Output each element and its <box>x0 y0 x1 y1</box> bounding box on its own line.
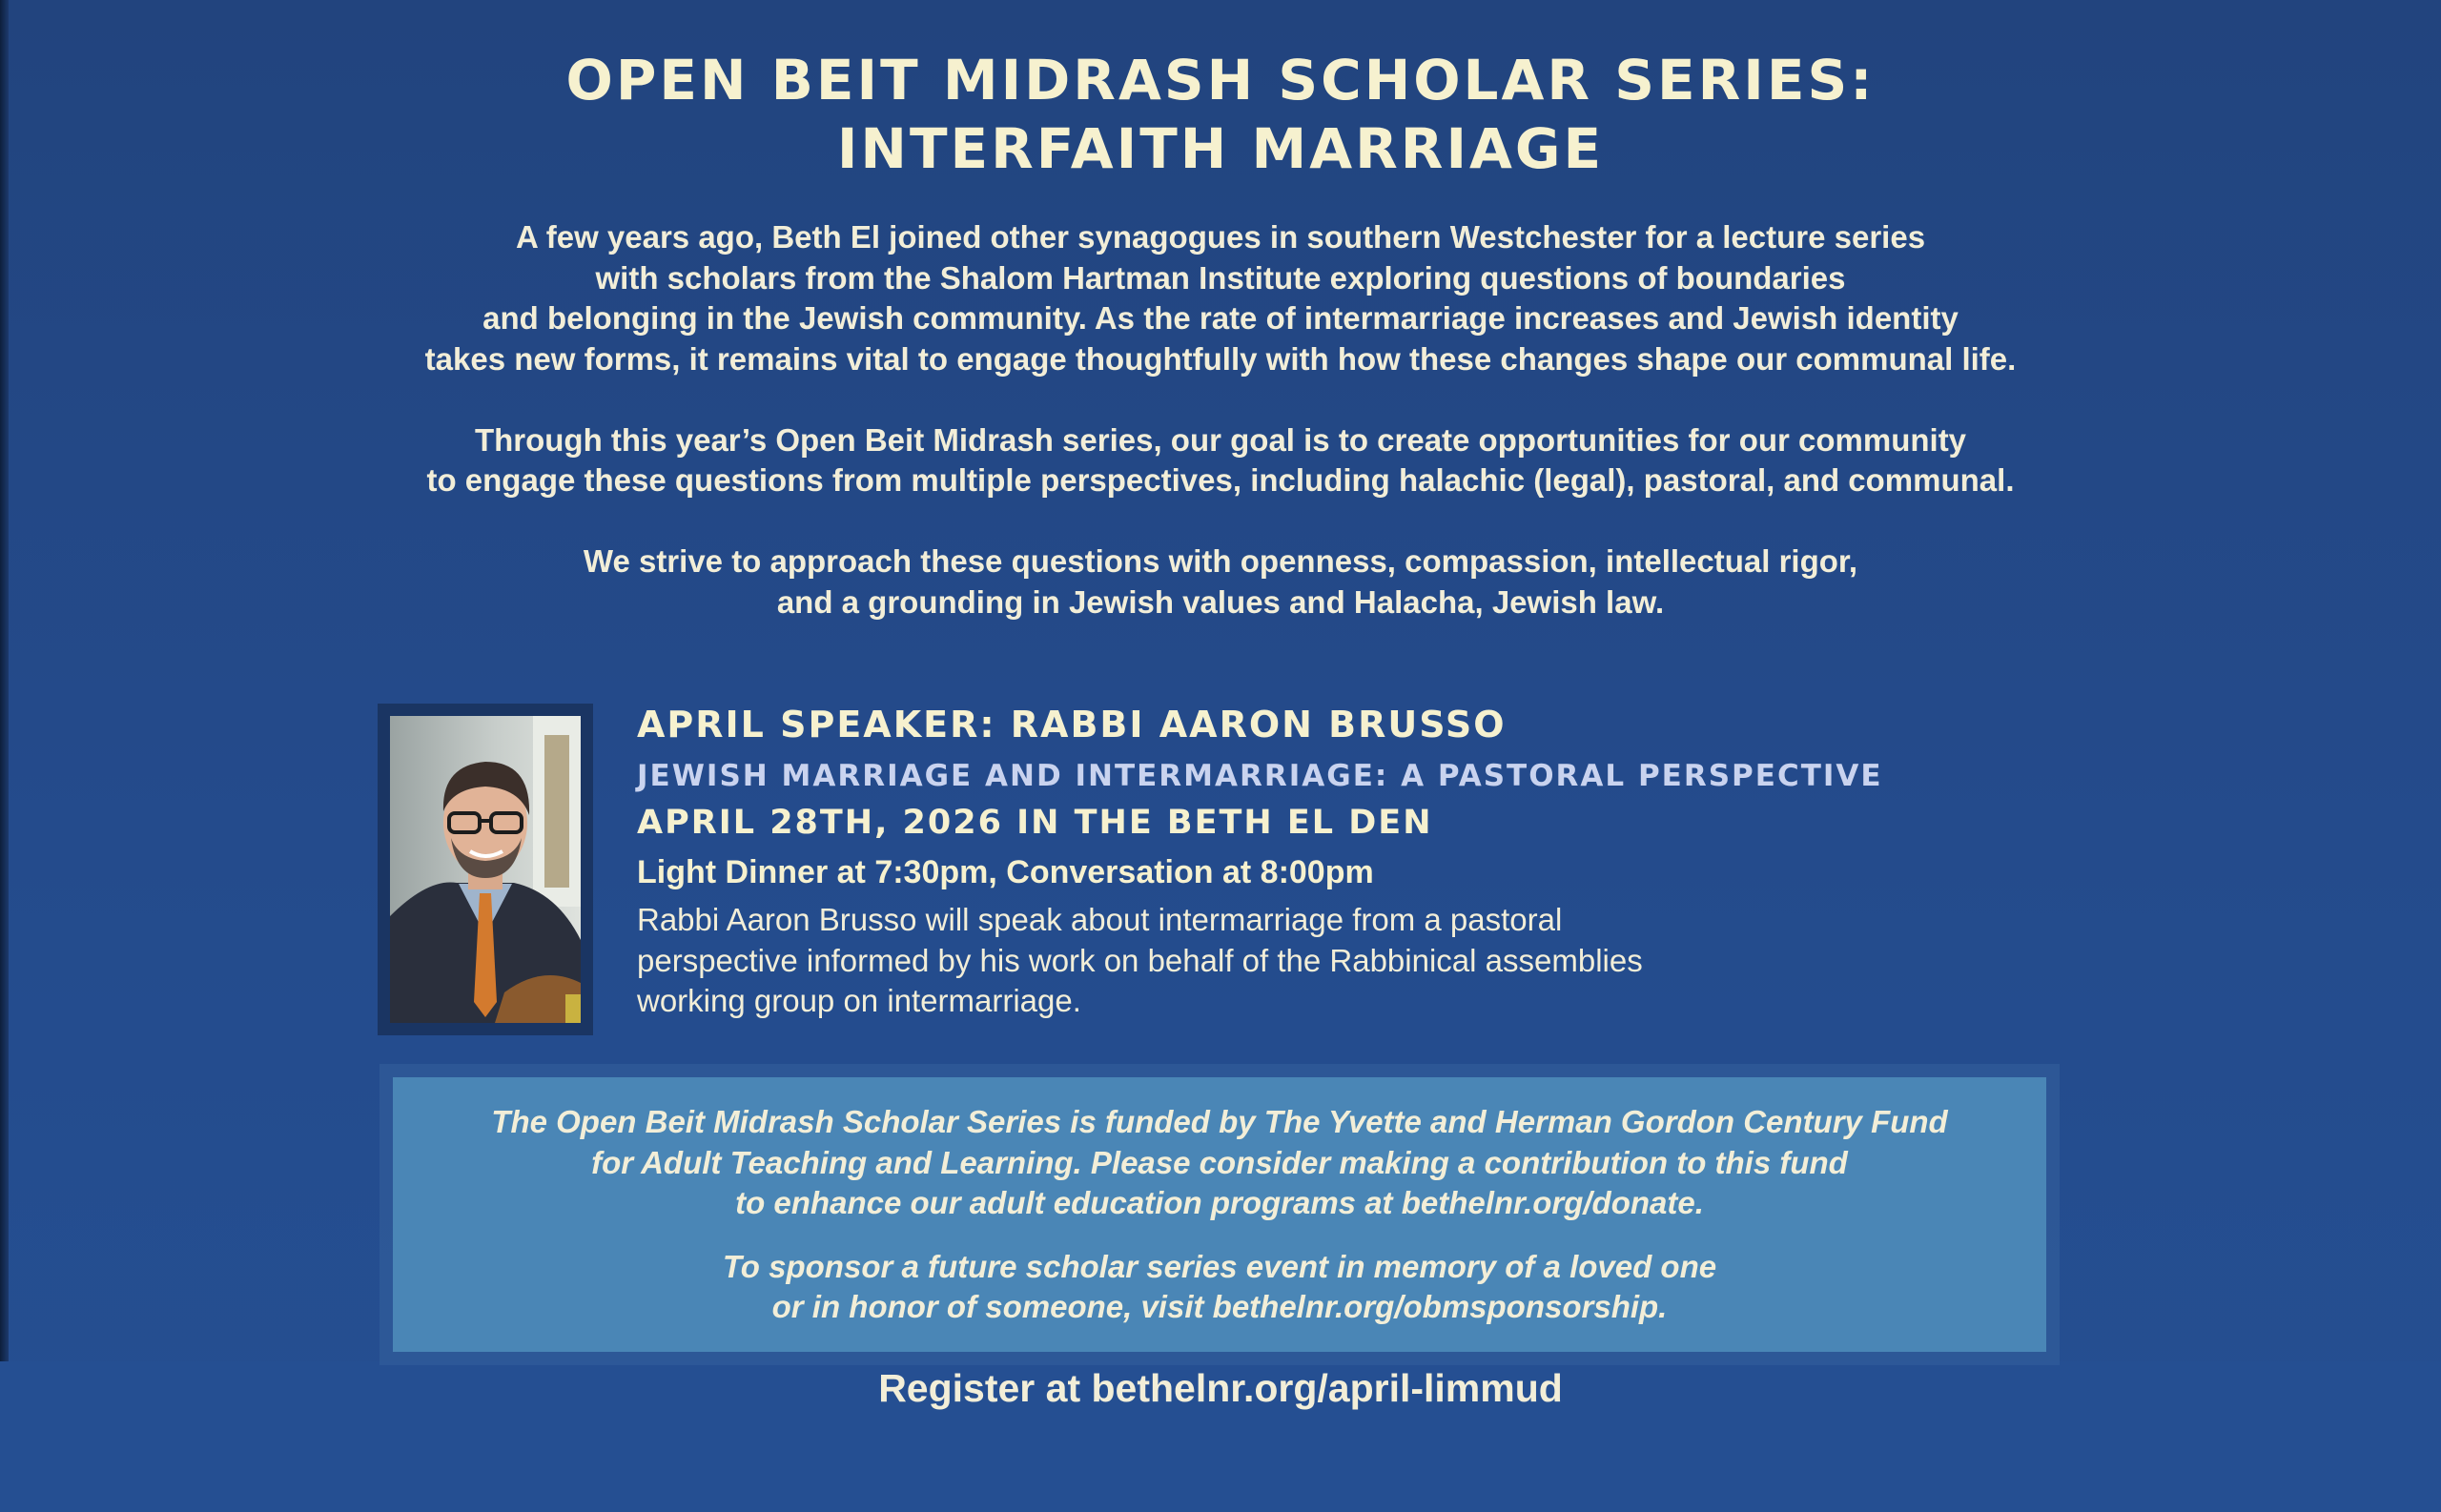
speaker-photo <box>390 716 581 1023</box>
funding-box <box>393 1077 2046 1352</box>
speaker-heading: APRIL SPEAKER: RABBI AARON BRUSSO <box>637 704 1507 746</box>
speaker-description <box>637 900 2048 1022</box>
intro-line: and belonging in the Jewish community. As the rate of intermarriage increases and Jewish identity <box>482 300 1959 336</box>
speaker-details <box>637 702 2048 1022</box>
funding-paragraph-2 <box>393 1247 2046 1328</box>
page-title-line-2: INTERFAITH MARRIAGE <box>836 116 1605 181</box>
page-title-line-1: OPEN BEIT MIDRASH SCHOLAR SERIES: <box>565 48 1876 112</box>
funding-line: or in honor of someone, visit bethelnr.org/obmsponsorship. <box>771 1289 1668 1324</box>
intro-line: A few years ago, Beth El joined other synagogues in southern Westchester for a lecture series <box>515 219 1926 255</box>
speaker-photo-frame <box>378 704 593 1035</box>
funding-line: for Adult Teaching and Learning. Please consider making a contribution to this fund <box>591 1144 1848 1180</box>
talk-title: JEWISH MARRIAGE AND INTERMARRIAGE: A PASTORAL PERSPECTIVE <box>637 759 1883 793</box>
register-link[interactable]: Register at bethelnr.org/april-limmud <box>878 1366 1563 1410</box>
intro-line: We strive to approach these questions with openness, compassion, intellectual rigor, <box>583 543 1858 579</box>
intro-line: to engage these questions from multiple perspectives, including halachic (legal), pastoral, and communal. <box>426 462 2015 498</box>
funding-paragraph-1 <box>393 1102 2046 1224</box>
funding-line: To sponsor a future scholar series event in memory of a loved one <box>722 1248 1717 1284</box>
intro-line: Through this year’s Open Beit Midrash series, our goal is to create opportunities for our community <box>474 421 1967 458</box>
left-edge-shadow <box>0 0 9 1363</box>
intro-text <box>362 217 2079 664</box>
intro-line: takes new forms, it remains vital to engage thoughtfully with how these changes shape our communal life. <box>424 340 2017 377</box>
event-times: Light Dinner at 7:30pm, Conversation at 8:00pm <box>637 854 1374 890</box>
intro-line: and a grounding in Jewish values and Halacha, Jewish law. <box>776 583 1665 620</box>
description-line: Rabbi Aaron Brusso will speak about intermarriage from a pastoral <box>637 902 1563 937</box>
intro-line: with scholars from the Shalom Hartman Institute exploring questions of boundaries <box>595 259 1846 296</box>
intro-paragraph-2 <box>362 420 2079 501</box>
page-title <box>0 46 2441 183</box>
funding-line: to enhance our adult education programs at bethelnr.org/donate. <box>735 1185 1704 1220</box>
description-line: working group on intermarriage. <box>637 983 1081 1018</box>
description-line: perspective informed by his work on behalf of the Rabbinical assemblies <box>637 942 1643 978</box>
intro-paragraph-1 <box>362 217 2079 379</box>
event-date-location: APRIL 28TH, 2026 IN THE BETH EL DEN <box>637 804 1433 842</box>
intro-paragraph-3 <box>362 541 2079 623</box>
funding-line: The Open Beit Midrash Scholar Series is funded by The Yvette and Herman Gordon Century Fund <box>491 1104 1948 1139</box>
funding-text <box>393 1102 2046 1351</box>
